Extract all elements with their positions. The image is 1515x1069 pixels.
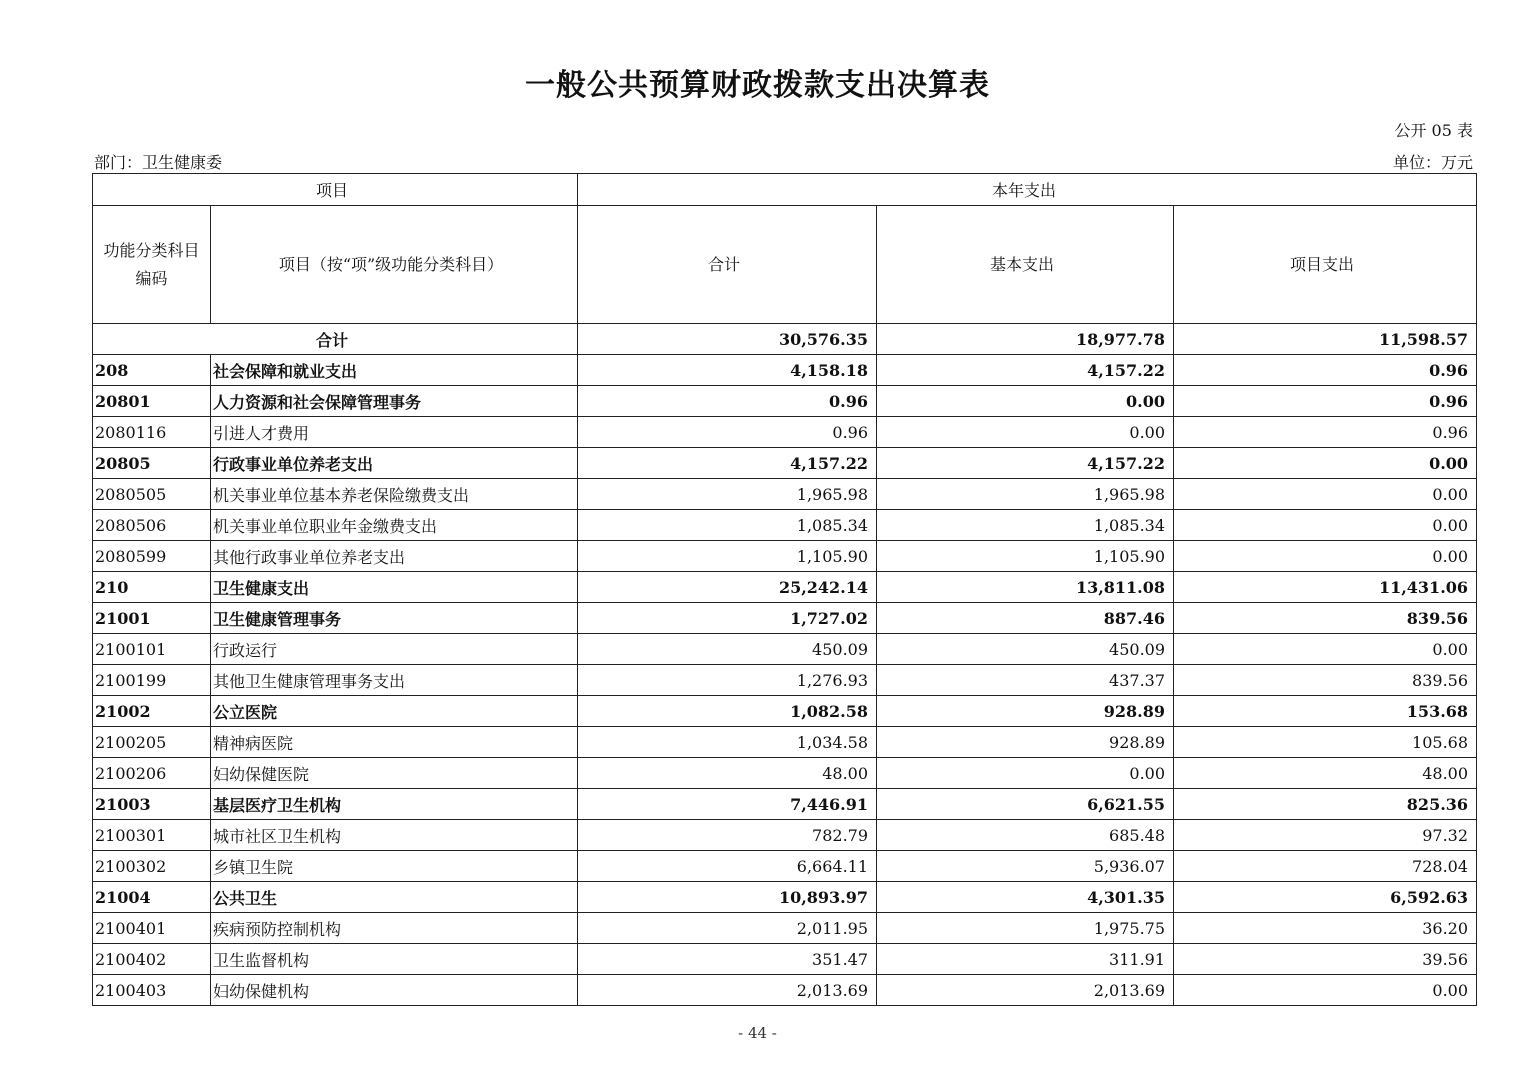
row-total: 2,011.95 bbox=[578, 913, 877, 944]
row-total: 1,965.98 bbox=[578, 479, 877, 510]
page-title: 一般公共预算财政拨款支出决算表 bbox=[525, 68, 990, 103]
row-name: 其他卫生健康管理事务支出 bbox=[211, 665, 578, 696]
row-code: 2080505 bbox=[93, 479, 211, 510]
table-row bbox=[93, 665, 1477, 696]
row-name: 机关事业单位职业年金缴费支出 bbox=[211, 510, 578, 541]
row-basic: 928.89 bbox=[877, 696, 1174, 727]
row-basic: 1,975.75 bbox=[877, 913, 1174, 944]
row-project: 839.56 bbox=[1174, 603, 1477, 634]
row-code: 2080599 bbox=[93, 541, 211, 572]
row-name: 人力资源和社会保障管理事务 bbox=[211, 386, 578, 417]
row-basic: 13,811.08 bbox=[877, 572, 1174, 603]
row-project: 48.00 bbox=[1174, 758, 1477, 789]
table-row bbox=[93, 541, 1477, 572]
table-row bbox=[93, 851, 1477, 882]
row-basic: 0.00 bbox=[877, 386, 1174, 417]
row-code: 2100301 bbox=[93, 820, 211, 851]
row-name: 行政运行 bbox=[211, 634, 578, 665]
row-name: 妇幼保健机构 bbox=[211, 975, 578, 1006]
row-total: 7,446.91 bbox=[578, 789, 877, 820]
row-name: 精神病医院 bbox=[211, 727, 578, 758]
row-code: 2100199 bbox=[93, 665, 211, 696]
table-row bbox=[93, 448, 1477, 479]
row-project: 153.68 bbox=[1174, 696, 1477, 727]
row-code: 2100206 bbox=[93, 758, 211, 789]
form-number: 公开 05 表 bbox=[1394, 121, 1473, 140]
row-basic: 1,965.98 bbox=[877, 479, 1174, 510]
row-name: 公共卫生 bbox=[211, 882, 578, 913]
expenditure-table bbox=[92, 173, 1477, 1006]
header-basic: 基本支出 bbox=[877, 206, 1174, 324]
row-code: 2100403 bbox=[93, 975, 211, 1006]
unit-label: 单位：万元 bbox=[1392, 153, 1473, 172]
row-basic: 1,105.90 bbox=[877, 541, 1174, 572]
row-total: 4,158.18 bbox=[578, 355, 877, 386]
row-basic: 1,085.34 bbox=[877, 510, 1174, 541]
row-project: 0.00 bbox=[1174, 510, 1477, 541]
total-basic: 18,977.78 bbox=[877, 324, 1174, 355]
table-row bbox=[93, 510, 1477, 541]
row-total: 2,013.69 bbox=[578, 975, 877, 1006]
header-project: 项目 bbox=[93, 174, 578, 206]
department-label: 部门：卫生健康委 bbox=[94, 153, 223, 172]
row-total: 782.79 bbox=[578, 820, 877, 851]
row-basic: 4,301.35 bbox=[877, 882, 1174, 913]
total-row bbox=[93, 324, 1477, 355]
row-code: 21003 bbox=[93, 789, 211, 820]
row-basic: 6,621.55 bbox=[877, 789, 1174, 820]
header-total: 合计 bbox=[578, 206, 877, 324]
row-name: 乡镇卫生院 bbox=[211, 851, 578, 882]
row-code: 21004 bbox=[93, 882, 211, 913]
row-basic: 5,936.07 bbox=[877, 851, 1174, 882]
row-project: 11,431.06 bbox=[1174, 572, 1477, 603]
row-total: 6,664.11 bbox=[578, 851, 877, 882]
row-total: 351.47 bbox=[578, 944, 877, 975]
table-row bbox=[93, 696, 1477, 727]
row-name: 卫生监督机构 bbox=[211, 944, 578, 975]
table-row bbox=[93, 758, 1477, 789]
row-code: 2080116 bbox=[93, 417, 211, 448]
row-total: 48.00 bbox=[578, 758, 877, 789]
row-basic: 2,013.69 bbox=[877, 975, 1174, 1006]
page-number: - 44 - bbox=[738, 1024, 777, 1042]
row-code: 2100402 bbox=[93, 944, 211, 975]
row-total: 1,085.34 bbox=[578, 510, 877, 541]
row-code: 208 bbox=[93, 355, 211, 386]
table-row bbox=[93, 634, 1477, 665]
header-row-2 bbox=[93, 206, 1477, 324]
table-row bbox=[93, 479, 1477, 510]
row-name: 卫生健康支出 bbox=[211, 572, 578, 603]
row-basic: 685.48 bbox=[877, 820, 1174, 851]
row-project: 825.36 bbox=[1174, 789, 1477, 820]
row-basic: 4,157.22 bbox=[877, 355, 1174, 386]
table-row bbox=[93, 944, 1477, 975]
row-code: 2100401 bbox=[93, 913, 211, 944]
row-basic: 928.89 bbox=[877, 727, 1174, 758]
row-project: 839.56 bbox=[1174, 665, 1477, 696]
row-name: 妇幼保健医院 bbox=[211, 758, 578, 789]
row-total: 1,034.58 bbox=[578, 727, 877, 758]
table-body bbox=[93, 324, 1477, 1006]
row-project: 0.00 bbox=[1174, 448, 1477, 479]
row-basic: 311.91 bbox=[877, 944, 1174, 975]
header-project-expenditure: 项目支出 bbox=[1174, 206, 1477, 324]
row-project: 36.20 bbox=[1174, 913, 1477, 944]
row-name: 疾病预防控制机构 bbox=[211, 913, 578, 944]
row-basic: 4,157.22 bbox=[877, 448, 1174, 479]
total-project: 11,598.57 bbox=[1174, 324, 1477, 355]
row-total: 0.96 bbox=[578, 386, 877, 417]
row-project: 0.96 bbox=[1174, 355, 1477, 386]
row-name: 卫生健康管理事务 bbox=[211, 603, 578, 634]
row-total: 450.09 bbox=[578, 634, 877, 665]
row-name: 机关事业单位基本养老保险缴费支出 bbox=[211, 479, 578, 510]
table-row bbox=[93, 789, 1477, 820]
row-total: 0.96 bbox=[578, 417, 877, 448]
row-basic: 0.00 bbox=[877, 417, 1174, 448]
row-total: 1,105.90 bbox=[578, 541, 877, 572]
row-project: 105.68 bbox=[1174, 727, 1477, 758]
row-project: 0.00 bbox=[1174, 541, 1477, 572]
table-row bbox=[93, 572, 1477, 603]
row-code: 21001 bbox=[93, 603, 211, 634]
table-row bbox=[93, 417, 1477, 448]
table-row bbox=[93, 975, 1477, 1006]
row-code: 20801 bbox=[93, 386, 211, 417]
row-code: 21002 bbox=[93, 696, 211, 727]
row-project: 0.00 bbox=[1174, 975, 1477, 1006]
row-code: 2100302 bbox=[93, 851, 211, 882]
table-row bbox=[93, 820, 1477, 851]
header-name: 项目（按“项”级功能分类科目） bbox=[211, 206, 578, 324]
row-project: 0.00 bbox=[1174, 479, 1477, 510]
row-basic: 450.09 bbox=[877, 634, 1174, 665]
row-total: 10,893.97 bbox=[578, 882, 877, 913]
table-row bbox=[93, 603, 1477, 634]
row-name: 其他行政事业单位养老支出 bbox=[211, 541, 578, 572]
row-basic: 0.00 bbox=[877, 758, 1174, 789]
table-row bbox=[93, 882, 1477, 913]
table-row bbox=[93, 355, 1477, 386]
header-this-year: 本年支出 bbox=[578, 174, 1477, 206]
row-code: 20805 bbox=[93, 448, 211, 479]
row-name: 行政事业单位养老支出 bbox=[211, 448, 578, 479]
row-project: 39.56 bbox=[1174, 944, 1477, 975]
row-code: 2080506 bbox=[93, 510, 211, 541]
row-project: 0.00 bbox=[1174, 634, 1477, 665]
row-basic: 887.46 bbox=[877, 603, 1174, 634]
row-basic: 437.37 bbox=[877, 665, 1174, 696]
row-project: 6,592.63 bbox=[1174, 882, 1477, 913]
table-row bbox=[93, 727, 1477, 758]
row-total: 1,082.58 bbox=[578, 696, 877, 727]
row-project: 0.96 bbox=[1174, 386, 1477, 417]
row-total: 4,157.22 bbox=[578, 448, 877, 479]
total-label: 合计 bbox=[93, 324, 578, 355]
row-name: 公立医院 bbox=[211, 696, 578, 727]
row-total: 1,276.93 bbox=[578, 665, 877, 696]
header-code: 功能分类科目编码 bbox=[93, 206, 211, 324]
row-total: 25,242.14 bbox=[578, 572, 877, 603]
table-row bbox=[93, 386, 1477, 417]
row-code: 2100205 bbox=[93, 727, 211, 758]
table-row bbox=[93, 913, 1477, 944]
row-name: 社会保障和就业支出 bbox=[211, 355, 578, 386]
row-name: 引进人才费用 bbox=[211, 417, 578, 448]
row-total: 1,727.02 bbox=[578, 603, 877, 634]
row-name: 城市社区卫生机构 bbox=[211, 820, 578, 851]
row-project: 0.96 bbox=[1174, 417, 1477, 448]
row-code: 2100101 bbox=[93, 634, 211, 665]
row-code: 210 bbox=[93, 572, 211, 603]
row-name: 基层医疗卫生机构 bbox=[211, 789, 578, 820]
header-row-1 bbox=[93, 174, 1477, 206]
total-sum: 30,576.35 bbox=[578, 324, 877, 355]
row-project: 728.04 bbox=[1174, 851, 1477, 882]
row-project: 97.32 bbox=[1174, 820, 1477, 851]
